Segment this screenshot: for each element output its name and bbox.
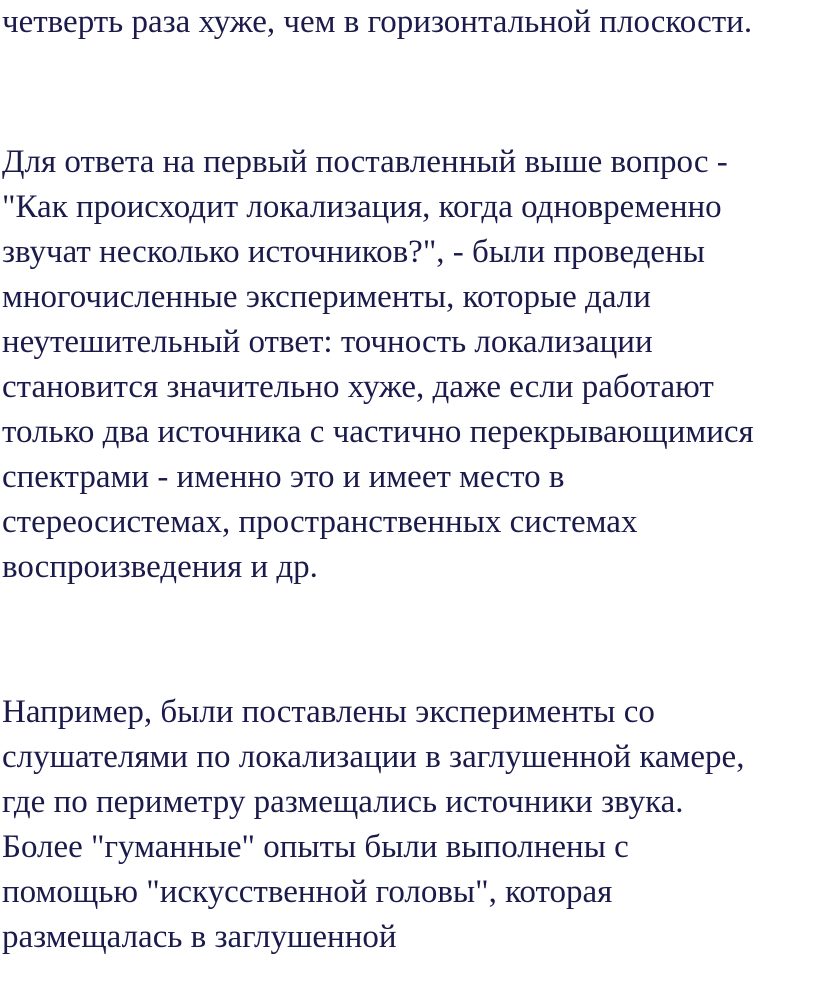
text-line: Более "гуманные" опыты были выполнены с (2, 829, 629, 865)
text-line: воспроизведения и др. (2, 549, 318, 585)
text-line: Для ответа на первый поставленный выше вопрос - (2, 144, 728, 180)
text-line: помощью "искусственной головы", которая (2, 874, 613, 910)
text-line: где по периметру размещались источники звука. (2, 784, 684, 820)
text-line: слушателями по локализации в заглушенной камере, (2, 739, 745, 775)
text-line: только два источника с частично перекрывающимися (2, 414, 754, 450)
text-line: многочисленные эксперименты, которые дали (2, 279, 651, 315)
text-line: становится значительно хуже, даже если работают (2, 369, 714, 405)
text-line: неутешительный ответ: точность локализации (2, 324, 653, 360)
text-line: стереосистемах, пространственных системах (2, 504, 638, 540)
text-line: четверть раза хуже, чем в горизонтальной плоскости. (2, 4, 753, 40)
text-line: звучат несколько источников?", - были проведены (2, 234, 705, 270)
text-line: Например, были поставлены эксперименты со (2, 694, 655, 730)
text-line: спектрами - именно это и имеет место в (2, 459, 565, 495)
text-line: размещалась в заглушенной (2, 919, 397, 955)
text-line: "Как происходит локализация, когда одновременно (2, 189, 722, 225)
